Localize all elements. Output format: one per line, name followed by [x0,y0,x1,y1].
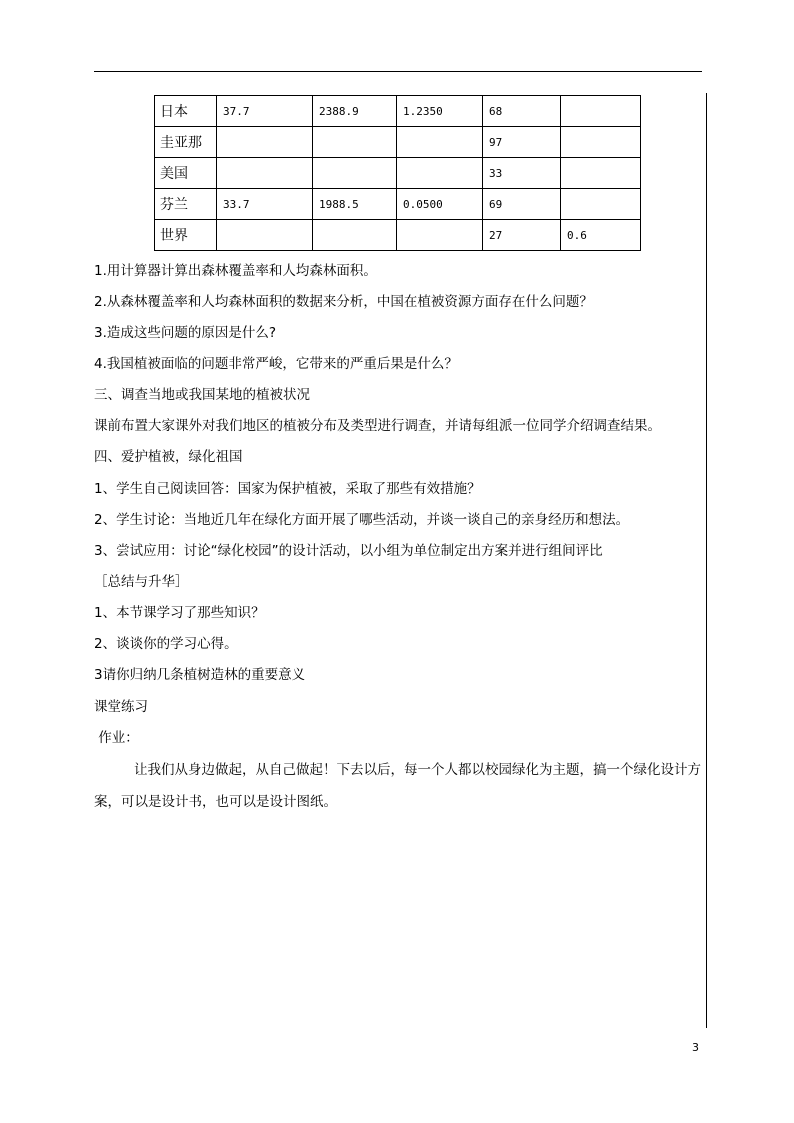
value-cell: 68 [483,96,561,127]
value-cell [397,220,483,251]
homework-paragraph [94,754,704,818]
table-row [155,220,641,251]
value-cell: 97 [483,127,561,158]
homework-text: 让我们从身边做起，从自己做起！下去以后，每一个人都以校园绿化为主题，搞一个绿化设计方案，可以是设计书，也可以是设计图纸。 [94,762,701,810]
value-cell [313,220,397,251]
table-row [155,158,641,189]
value-cell [561,127,641,158]
value-cell: 69 [483,189,561,220]
activity-2: 2、学生讨论：当地近几年在绿化方面开展了哪些活动，并谈一谈自己的亲身经历和想法。 [94,512,630,528]
country-cell: 芬兰 [155,189,217,220]
header-rule [94,71,702,72]
value-cell: 2388.9 [313,96,397,127]
activity-3: 3、尝试应用：讨论“绿化校园”的设计活动，以小组为单位制定出方案并进行组间评比 [94,543,603,559]
country-cell: 圭亚那 [155,127,217,158]
value-cell: 0.6 [561,220,641,251]
value-cell: 37.7 [217,96,313,127]
value-cell: 33.7 [217,189,313,220]
value-cell: 27 [483,220,561,251]
value-cell: 1.2350 [397,96,483,127]
forest-data-table [154,95,641,251]
page-number: 3 [692,1041,699,1054]
summary-3: 3请你归纳几条植树造林的重要意义 [94,667,306,683]
summary-heading: ［总结与升华］ [94,574,189,590]
value-cell [397,127,483,158]
survey-text: 课前布置大家课外对我们地区的植被分布及类型进行调查，并请每组派一位同学介绍调查结果。 [94,418,661,434]
value-cell [217,220,313,251]
country-cell: 美国 [155,158,217,189]
summary-2: 2、谈谈你的学习心得。 [94,636,238,652]
value-cell [217,127,313,158]
value-cell: 1988.5 [313,189,397,220]
section-heading-4: 四、爱护植被，绿化祖国 [94,449,243,465]
value-cell [397,158,483,189]
value-cell [217,158,313,189]
value-cell: 0.0500 [397,189,483,220]
country-cell: 日本 [155,96,217,127]
activity-1: 1、学生自己阅读回答：国家为保护植被，采取了那些有效措施？ [94,481,481,497]
table-row [155,189,641,220]
classroom-exercise-heading: 课堂练习 [94,699,148,715]
question-4: 4.我国植被面临的问题非常严峻，它带来的严重后果是什么？ [94,356,458,372]
table-row [155,127,641,158]
value-cell [561,189,641,220]
homework-heading: 作业： [94,730,139,746]
value-cell [313,127,397,158]
question-3: 3.造成这些问题的原因是什么? [94,325,277,341]
value-cell [561,96,641,127]
question-1: 1.用计算器计算出森林覆盖率和人均森林面积。 [94,263,377,279]
country-cell: 世界 [155,220,217,251]
summary-1: 1、本节课学习了那些知识？ [94,605,265,621]
right-margin-rule [706,93,707,1028]
value-cell [561,158,641,189]
value-cell: 33 [483,158,561,189]
question-2: 2.从森林覆盖率和人均森林面积的数据来分析，中国在植被资源方面存在什么问题？ [94,294,593,310]
table-row [155,96,641,127]
value-cell [313,158,397,189]
section-heading-3: 三、调查当地或我国某地的植被状况 [94,387,310,403]
